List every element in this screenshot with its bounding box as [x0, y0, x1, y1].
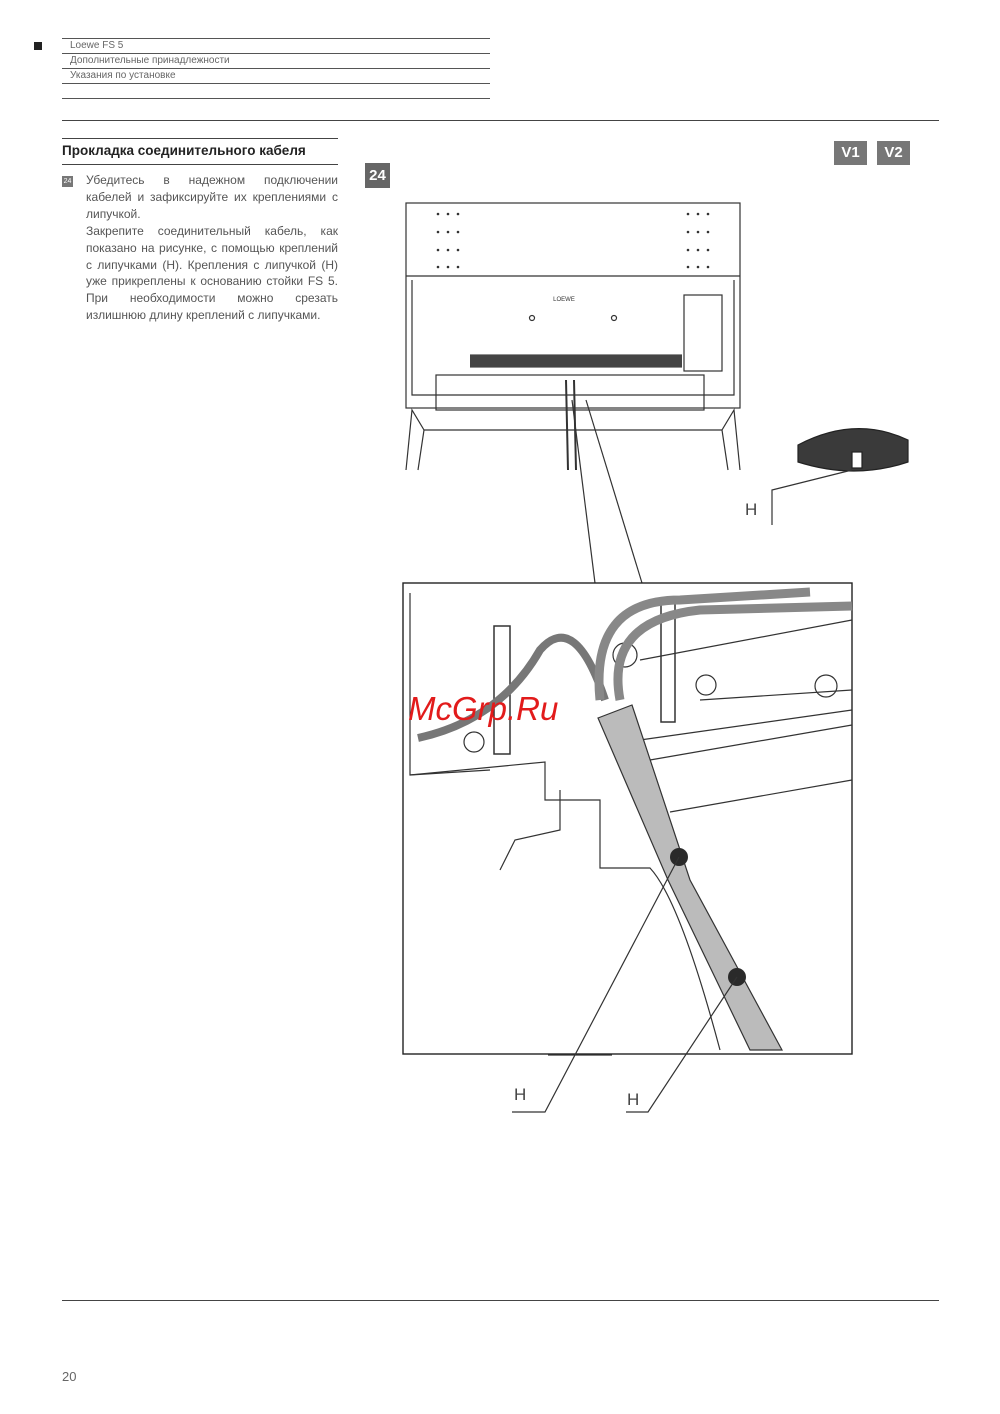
instruction-paragraph-2: Закрепите соединительный кабель, как показано на рисунке, с помощью креплений с липучками (H). Крепления с липучкой (H) уже прикреплены к основанию стойки FS 5. При необходимости можно срезать излишнюю длину креплений с липучками. — [86, 224, 338, 322]
page-number: 20 — [62, 1369, 77, 1384]
footer-divider — [62, 1300, 939, 1301]
header-subcategory: Указания по установке — [70, 70, 176, 81]
version-badge-v2: V2 — [877, 141, 910, 165]
label-h-strap: H — [745, 500, 758, 519]
detail-box — [403, 583, 852, 1054]
tv-brand-mark: LOEWE — [553, 297, 575, 303]
label-h-right: H — [627, 1090, 640, 1109]
figure-number-badge: 24 — [365, 163, 390, 188]
detail-illustration — [410, 592, 852, 1055]
label-h-left: H — [514, 1085, 527, 1104]
watermark: McGrp.Ru — [408, 690, 559, 727]
header-product: Loewe FS 5 — [70, 40, 124, 51]
instruction-paragraph-1: Убедитесь в надежном подключении кабелей и зафиксируйте их креплениями с липучкой. — [86, 173, 338, 221]
section-title: Прокладка соединительного кабеля — [62, 143, 306, 158]
step-badge: 24 — [63, 178, 72, 185]
tv-back-illustration — [406, 203, 740, 470]
header-category: Дополнительные принадлежности — [70, 55, 230, 66]
velcro-strap-illustration — [772, 429, 908, 525]
version-badge-v1: V1 — [834, 141, 867, 165]
